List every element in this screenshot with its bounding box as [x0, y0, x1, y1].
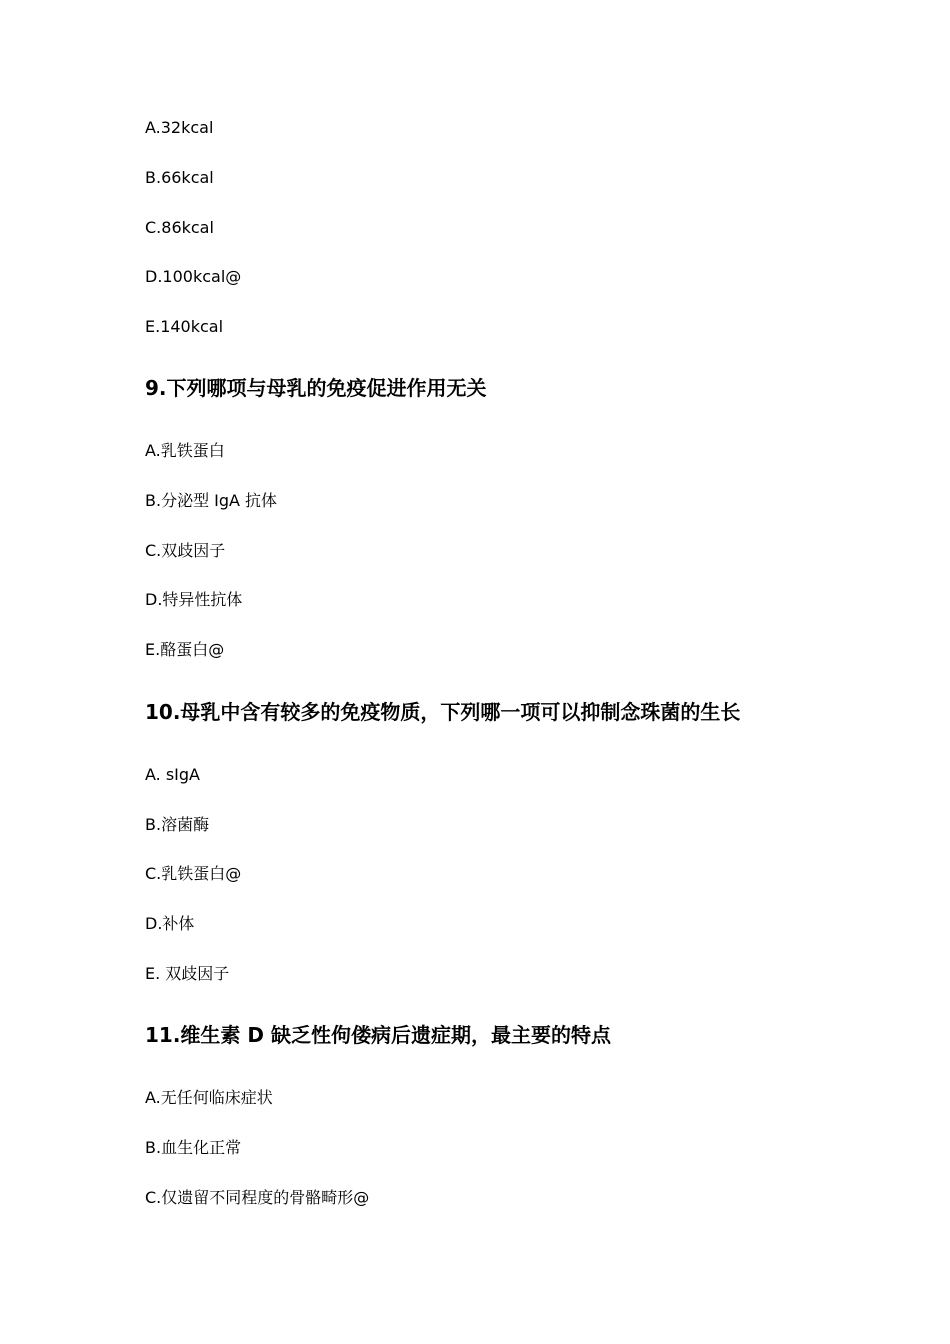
q10-option-e: E. 双歧因子 — [145, 964, 230, 983]
q10-option-a: A. sIgA — [145, 765, 200, 784]
q9-option-a: A.乳铁蛋白 — [145, 441, 225, 460]
q11-option-c: C.仅遗留不同程度的骨骼畸形@ — [145, 1188, 370, 1207]
q10-title: 10.母乳中含有较多的免疫物质，下列哪一项可以抑制念珠菌的生长 — [145, 700, 741, 724]
q9-option-d: D.特异性抗体 — [145, 590, 243, 609]
q8-option-a: A.32kcal — [145, 118, 214, 137]
q9-title: 9.下列哪项与母乳的免疫促进作用无关 — [145, 376, 487, 400]
q8-option-e: E.140kcal — [145, 317, 224, 336]
q9-option-e: E.酪蛋白@ — [145, 640, 225, 659]
q11-option-b: B.血生化正常 — [145, 1138, 242, 1157]
q10-option-b: B.溶菌酶 — [145, 815, 210, 834]
q10-option-d: D.补体 — [145, 914, 195, 933]
q8-option-c: C.86kcal — [145, 218, 214, 237]
q8-option-d: D.100kcal@ — [145, 267, 242, 286]
q10-option-c: C.乳铁蛋白@ — [145, 864, 242, 883]
q11-title: 11.维生素 D 缺乏性佝偻病后遗症期，最主要的特点 — [145, 1023, 611, 1047]
q11-option-a: A.无任何临床症状 — [145, 1088, 273, 1107]
q9-option-c: C.双歧因子 — [145, 541, 226, 560]
q9-option-b: B.分泌型 IgA 抗体 — [145, 491, 278, 510]
q8-option-b: B.66kcal — [145, 168, 214, 187]
